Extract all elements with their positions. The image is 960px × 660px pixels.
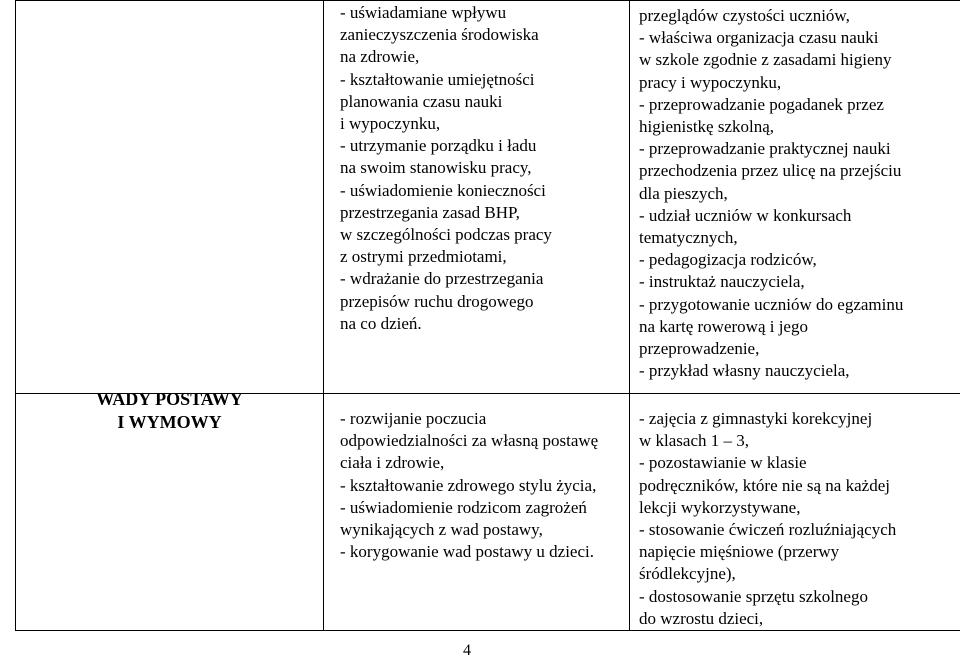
content-table	[15, 0, 960, 631]
table-cell-methods	[630, 1, 960, 394]
table-cell-topic	[16, 1, 324, 394]
table-cell-goals	[324, 394, 630, 631]
table-cell-methods	[630, 394, 960, 631]
goals-text: - uświadamiane wpływu zanieczyszczenia środowiska na zdrowie, - kształtowanie umiejętności planowania czasu nauki i wypoczynku, - utrzymanie porządku i ładu na swoim stanowisku pracy, - uświadomienie konieczności przestrzegania zasad BHP, w szczególności podczas pracy z ostrymi przedmiotami, - wdrażanie do przestrzegania przepisów ruchu drogowego na co dzień.	[324, 2, 629, 335]
methods-text: - zajęcia z gimnastyki korekcyjnej w klasach 1 – 3, - pozostawianie w klasie podręczników, które nie są na każdej lekcji wykorzystywane, - stosowanie ćwiczeń rozluźniających napięcie mięśniowe (przerwy śródlekcyjne), - dostosowanie sprzętu szkolnego do wzrostu dzieci,	[630, 394, 960, 630]
table-cell-goals	[324, 1, 630, 394]
methods-text: przeglądów czystości uczniów, - właściwa organizacja czasu nauki w szkole zgodnie z zasadami higieny pracy i wypoczynku, - przeprowadzanie pogadanek przez higienistkę szkolną, - przeprowadzanie praktycznej nauki przechodzenia przez ulicę na przejściu dla pieszych, - udział uczniów w konkursach tematycznych, - pedagogizacja rodziców, - instruktaż nauczyciela, - przygotowanie uczniów do egzaminu na kartę rowerową i jego przeprowadzenie, - przykład własny nauczyciela,	[630, 5, 960, 382]
table-row	[16, 1, 960, 394]
goals-text: - rozwijanie poczucia odpowiedzialności za własną postawę ciała i zdrowie, - kształtowanie zdrowego stylu życia, - uświadomienie rodzicom zagrożeń wynikających z wad postawy, - korygowanie wad postawy u dzieci.	[324, 394, 629, 563]
topic-heading: WADY POSTAWY I WYMOWY	[16, 388, 323, 433]
table-row	[16, 394, 960, 631]
page-number: 4	[0, 642, 934, 660]
table-cell-topic	[16, 394, 324, 631]
